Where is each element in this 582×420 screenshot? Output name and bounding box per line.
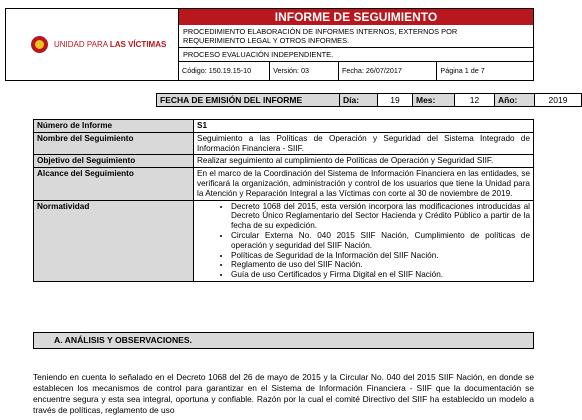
tracking-scope-label: Alcance del Seguimiento bbox=[34, 168, 194, 200]
tracking-scope-value: En el marco de la Coordinación del Sistema de Información Financiera en las entidades, se verificará la organización, administración y control de los usuarios que tiene la Unidad para la Atención y Reparación Integral a las Víctimas con corte al 30 de noviembre de 2019. bbox=[194, 168, 534, 200]
analysis-paragraph: Teniendo en cuenta lo señalado en el Decreto 1068 del 26 de mayo de 2015 y la Circular No. 040 del 2015 SIIF Nación, en donde se establecen los mecanismos de control para garantizar en el Sistema de Información Financiera - SIIF que la documentación se encuentre segura y esta sea integral, oportuna y confiable. Razón por la cual el comité Directivo del SIIF ha establecido un modelo a través de políticas, reglamento de uso bbox=[33, 372, 534, 415]
list-item: • Políticas de Seguridad de la Información del SIIF Nación. bbox=[231, 251, 530, 261]
unidad-victimas-seal-icon bbox=[31, 36, 48, 53]
process-text: PROCESO EVALUACIÓN INDEPENDIENTE. bbox=[179, 48, 533, 62]
org-strong: LAS VÍCTIMAS bbox=[109, 40, 167, 49]
normativity-list bbox=[197, 202, 530, 280]
day-value: 19 bbox=[378, 94, 413, 106]
page-indicator: Página 1 de 7 bbox=[440, 66, 485, 75]
normativity-label: Normatividad bbox=[34, 200, 194, 281]
report-number-label: Número de Informe bbox=[34, 120, 194, 133]
emission-label: FECHA DE EMISIÓN DEL INFORME bbox=[157, 94, 340, 106]
year-label: Año: bbox=[495, 94, 535, 106]
list-item: • Decreto 1068 del 2015, esta versión incorpora las modificaciones introducidas al Decreto Único Reglamentario del Sector Hacienda y Crédito Público a partir de la fecha de su expedición. bbox=[231, 202, 530, 231]
month-label: Mes: bbox=[413, 94, 455, 106]
tracking-name-label: Nombre del Seguimiento bbox=[34, 132, 194, 155]
list-item: • Reglamento de uso del SIIF Nación. bbox=[231, 260, 530, 270]
document-code: Código: 150.19.15-10 bbox=[179, 62, 270, 80]
report-info-table bbox=[33, 119, 534, 282]
document-meta-row bbox=[179, 62, 533, 80]
table-row bbox=[34, 168, 534, 200]
year-value: 2019 bbox=[548, 95, 568, 105]
document-version: Versión: 03 bbox=[270, 62, 339, 80]
document-date: Fecha: 26/07/2017 bbox=[339, 62, 437, 80]
day-label: Día: bbox=[340, 94, 378, 106]
table-row bbox=[34, 132, 534, 155]
org-prefix: UNIDAD PARA bbox=[54, 40, 110, 49]
procedure-text bbox=[179, 25, 533, 48]
logo-cell bbox=[6, 9, 179, 80]
report-number-value: S1 bbox=[194, 120, 534, 133]
table-row bbox=[34, 120, 534, 133]
month-value: 12 bbox=[455, 94, 495, 106]
organization-name bbox=[54, 40, 166, 49]
procedure-line-1: PROCEDIMIENTO ELABORACIÓN DE INFORMES INTERNOS, EXTERNOS POR bbox=[183, 27, 458, 36]
tracking-objective-label: Objetivo del Seguimiento bbox=[34, 155, 194, 168]
report-title: INFORME DE SEGUIMIENTO bbox=[179, 9, 533, 25]
table-row bbox=[34, 155, 534, 168]
list-item: • Guía de uso Certificados y Firma Digital en el SIIF Nación. bbox=[231, 270, 530, 280]
tracking-name-value: Seguimiento a las Políticas de Operación y Seguridad del Sistema Integrado de Información Financiera - SIIF. bbox=[194, 132, 534, 155]
tracking-objective-value: Realizar seguimiento al cumplimiento de Políticas de Operación y Seguridad SIIF. bbox=[194, 155, 534, 168]
table-row bbox=[34, 200, 534, 281]
emission-date-row bbox=[156, 93, 582, 107]
normativity-value bbox=[194, 200, 534, 281]
list-item: • Circular Externa No. 040 2015 SIIF Nación, Cumplimiento de políticas de operación y seguridad del SIIF Nación. bbox=[231, 231, 530, 251]
procedure-line-2: REQUERIMIENTO LEGAL Y OTROS INFORMES. bbox=[183, 36, 350, 45]
section-heading: A. ANÁLISIS Y OBSERVACIONES. bbox=[33, 332, 534, 349]
document-header bbox=[5, 8, 534, 81]
